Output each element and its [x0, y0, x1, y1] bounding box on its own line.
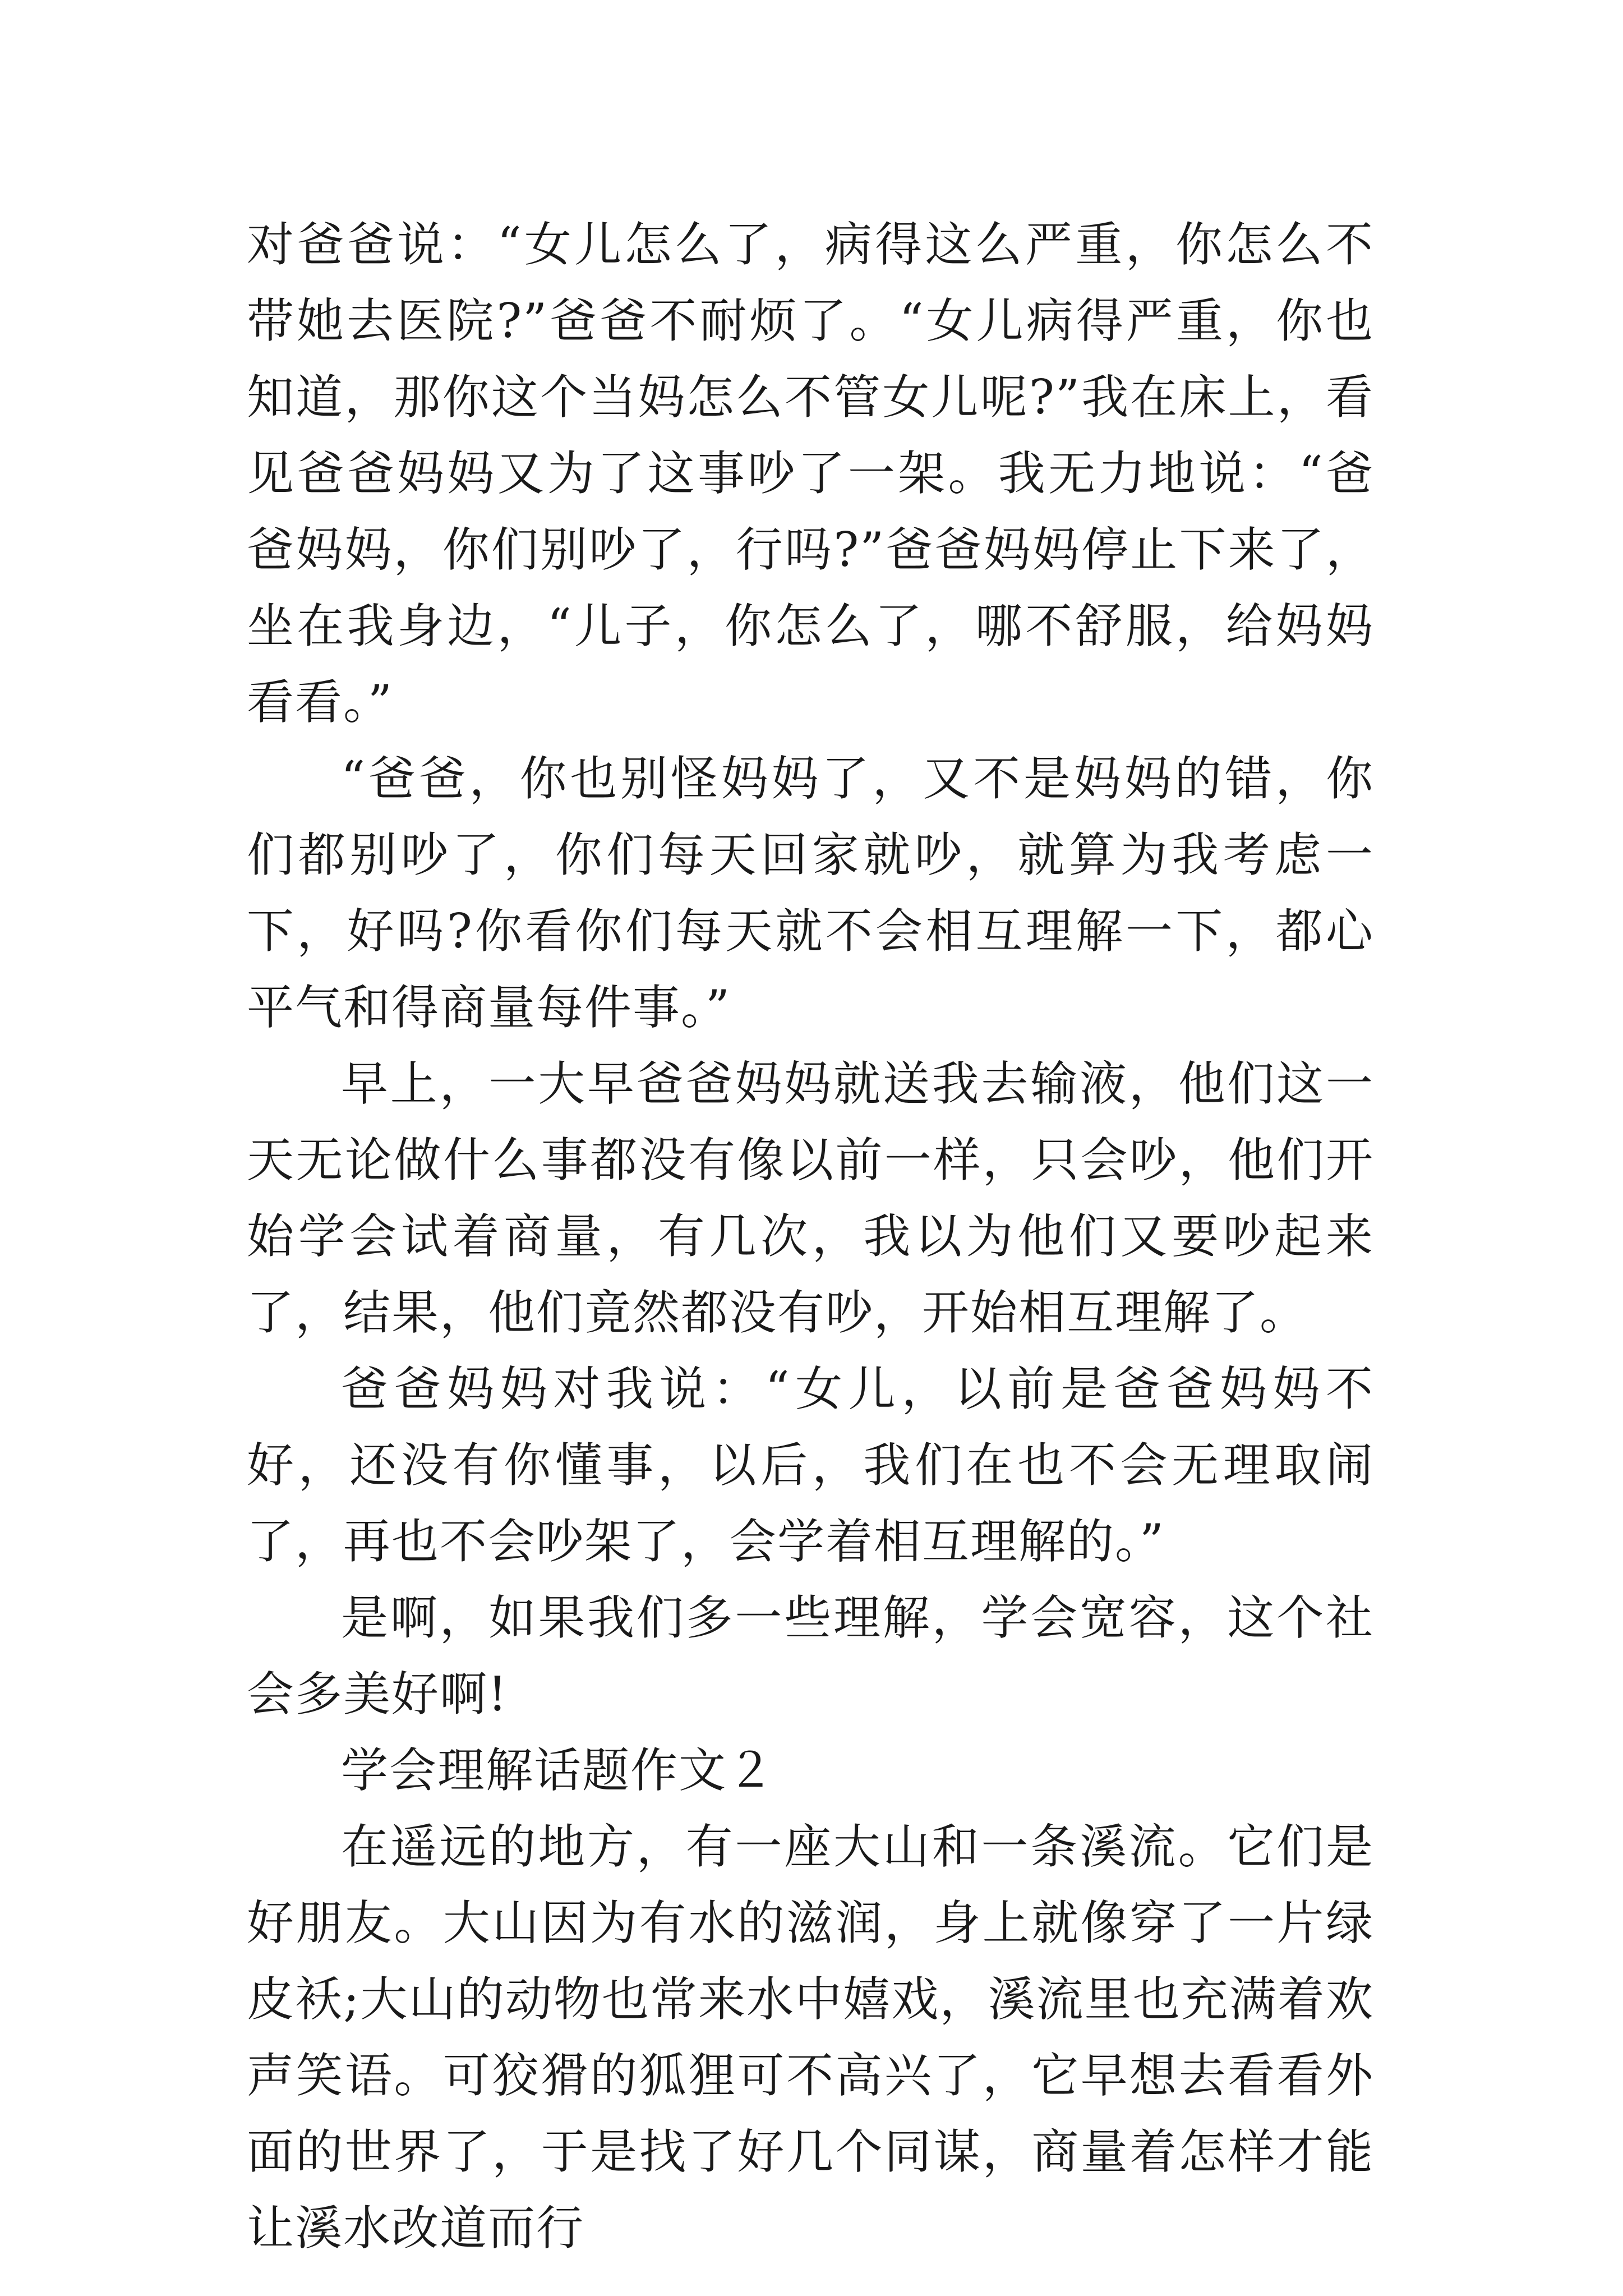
paragraph-1: 对爸爸说：“女儿怎么了，病得这么严重，你怎么不带她去医院?”爸爸不耐烦了。“女儿病得严重，你也知道，那你这个当妈怎么不管女儿呢?”我在床上，看见爸爸妈妈又为了这事吵了一架。我无力地说：“爸爸妈妈，你们别吵了，行吗?”爸爸妈妈停止下来了，坐在我身边，“儿子，你怎么了，哪不舒服，给妈妈看看。”	[247, 217, 1374, 730]
document-body	[247, 206, 1374, 2266]
paragraph-6: 在遥远的地方，有一座大山和一条溪流。它们是好朋友。大山因为有水的滋润，身上就像穿了一片绿皮袄;大山的动物也常来水中嬉戏，溪流里也充满着欢声笑语。可狡猾的狐狸可不高兴了，它早想去看看外面的世界了，于是找了好几个同谋，商量着怎样才能让溪水改道而行	[247, 1819, 1374, 2256]
paragraph-3: 早上，一大早爸爸妈妈就送我去输液，他们这一天无论做什么事都没有像以前一样，只会吵，他们开始学会试着商量，有几次，我以为他们又要吵起来了，结果，他们竟然都没有吵，开始相互理解了。	[247, 1056, 1374, 1340]
paragraph-2: “爸爸，你也别怪妈妈了，又不是妈妈的错，你们都别吵了，你们每天回家就吵，就算为我考虑一下，好吗?你看你们每天就不会相互理解一下，都心平气和得商量每件事。”	[247, 751, 1374, 1035]
paragraph-4: 爸爸妈妈对我说：“女儿，以前是爸爸妈妈不好，还没有你懂事，以后，我们在也不会无理取闹了，再也不会吵架了，会学着相互理解的。”	[247, 1361, 1374, 1569]
section-heading: 学会理解话题作文２	[341, 1743, 776, 1798]
paragraph-5: 是啊，如果我们多一些理解，学会宽容，这个社会多美好啊!	[247, 1590, 1374, 1722]
